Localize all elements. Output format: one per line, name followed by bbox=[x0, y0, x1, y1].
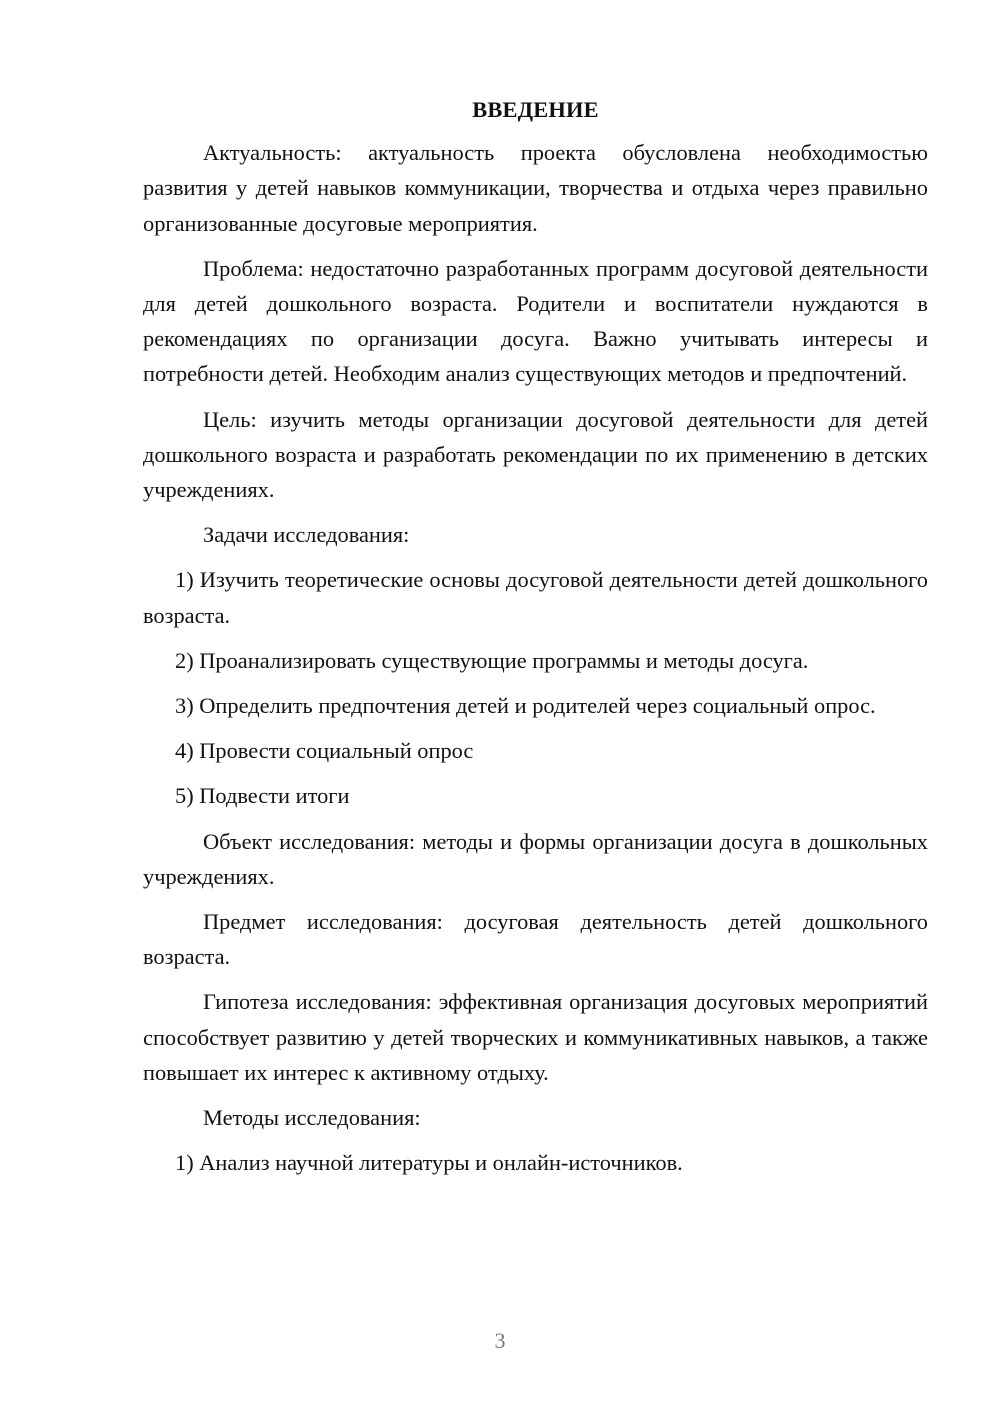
paragraph-problem: Проблема: недостаточно разработанных программ досуговой деятельности для детей дошкольного возраста. Родители и воспитатели нуждаются в рекомендациях по организации досуга. Важно учитывать интересы и потребности детей. Необходим анализ существующих методов и предпочтений. bbox=[143, 255, 928, 387]
paragraph-subject: Предмет исследования: досуговая деятельность детей дошкольного возраста. bbox=[143, 909, 928, 970]
paragraph-relevance: Актуальность: актуальность проекта обусловлена необходимостью развития у детей навыков коммуникации, творчества и отдыха через правильно организованные досуговые мероприятия. bbox=[143, 140, 928, 236]
task-item: 2) Проанализировать существующие программы и методы досуга. bbox=[175, 647, 809, 673]
page-number: 3 bbox=[494, 1328, 506, 1353]
paragraph-hypothesis: Гипотеза исследования: эффективная организация досуговых мероприятий способствует развитию у детей творческих и коммуникативных навыков, а также повышает их интерес к активному отдыху. bbox=[143, 989, 928, 1085]
method-item: 1) Анализ научной литературы и онлайн-источников. bbox=[175, 1150, 683, 1176]
task-item: 5) Подвести итоги bbox=[175, 783, 350, 809]
section-heading: ВВЕДЕНИЕ bbox=[472, 97, 599, 122]
task-item: 3) Определить предпочтения детей и родителей через социальный опрос. bbox=[175, 693, 876, 719]
paragraph-tasks-heading: Задачи исследования: bbox=[203, 522, 410, 548]
page-content bbox=[143, 92, 928, 1190]
paragraph-methods-heading: Методы исследования: bbox=[203, 1105, 421, 1131]
task-item: 4) Провести социальный опрос bbox=[175, 738, 474, 764]
task-item: 1) Изучить теоретические основы досуговой деятельности детей дошкольного возраста. bbox=[143, 567, 928, 628]
paragraph-object: Объект исследования: методы и формы организации досуга в дошкольных учреждениях. bbox=[143, 828, 928, 889]
paragraph-goal: Цель: изучить методы организации досуговой деятельности для детей дошкольного возраста и разработать рекомендации по их применению в детских учреждениях. bbox=[143, 406, 928, 503]
